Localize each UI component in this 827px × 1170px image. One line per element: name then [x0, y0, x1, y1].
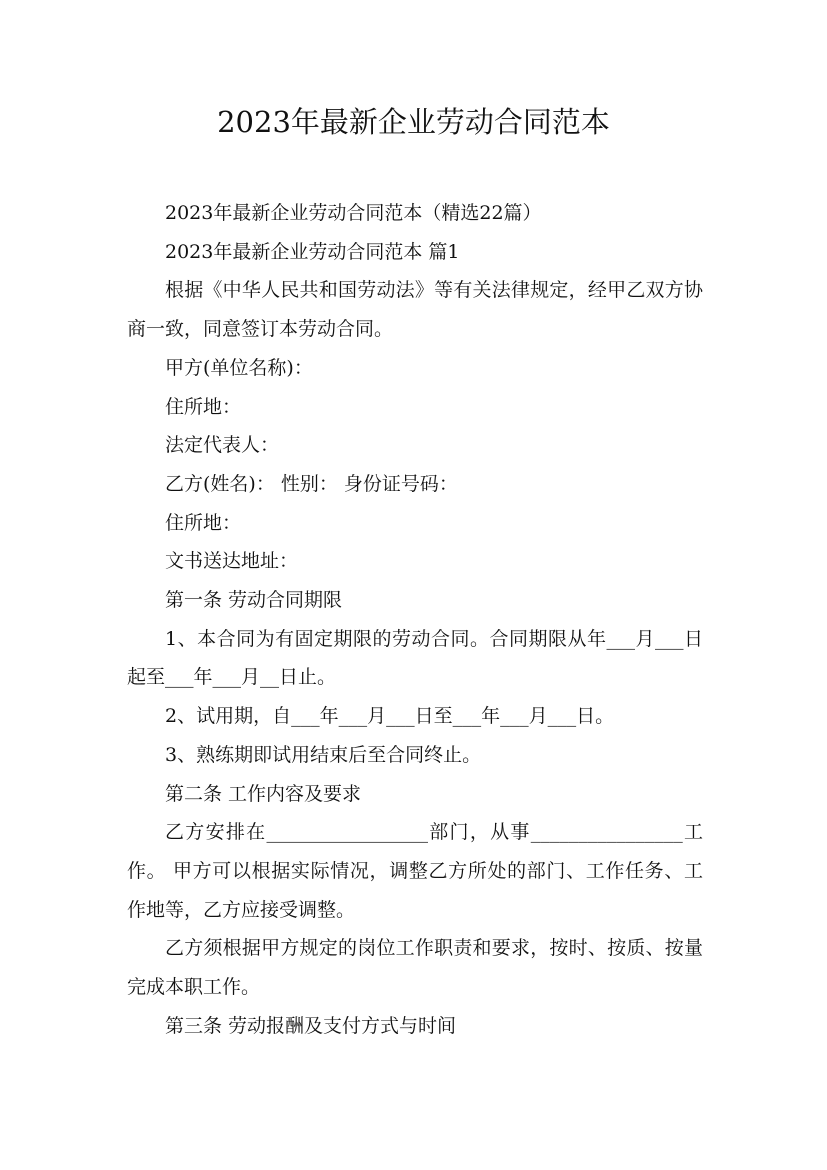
paragraph-job-assignment: 乙方安排在_________________部门，从事________________工作。 甲方可以根据实际情况，调整乙方所处的部门、工作任务、工作地等，乙方应接受调整。: [127, 821, 703, 921]
paragraph-legal-representative: 法定代表人：: [165, 434, 280, 457]
paragraph-job-duties: 乙方须根据甲方规定的岗位工作职责和要求，按时、按质、按量完成本职工作。: [127, 937, 703, 999]
document-title: 2023年最新企业劳动合同范本: [217, 105, 610, 139]
document-body: [127, 194, 703, 1045]
article-3-heading: 第三条 劳动报酬及支付方式与时间: [165, 1014, 457, 1037]
paragraph-party-b-address: 住所地：: [165, 511, 242, 534]
article-1-heading: 第一条 劳动合同期限: [165, 589, 343, 612]
paragraph-contract-term: 1、本合同为有固定期限的劳动合同。合同期限从年___月___日起至___年___月__日止。: [127, 627, 703, 689]
paragraph-preamble: 根据《中华人民共和国劳动法》等有关法律规定，经甲乙双方协商一致，同意签订本劳动合同。: [127, 279, 703, 341]
paragraph-party-a-address: 住所地：: [165, 395, 242, 418]
article-2-heading: 第二条 工作内容及要求: [165, 782, 362, 805]
paragraph-probation-period: 2、试用期，自___年___月___日至___年___月___日。: [165, 705, 615, 728]
paragraph-delivery-address: 文书送达地址：: [165, 550, 299, 573]
paragraph-party-b-info: 乙方(姓名)： 性别： 身份证号码：: [165, 472, 458, 495]
paragraph-subtitle: 2023年最新企业劳动合同范本（精选22篇）: [165, 202, 542, 224]
paragraph-part-heading: 2023年最新企业劳动合同范本 篇1: [165, 240, 460, 263]
paragraph-party-a-name: 甲方(单位名称)：: [165, 356, 313, 379]
paragraph-proficiency-period: 3、熟练期即试用结束后至合同终止。: [165, 743, 482, 766]
